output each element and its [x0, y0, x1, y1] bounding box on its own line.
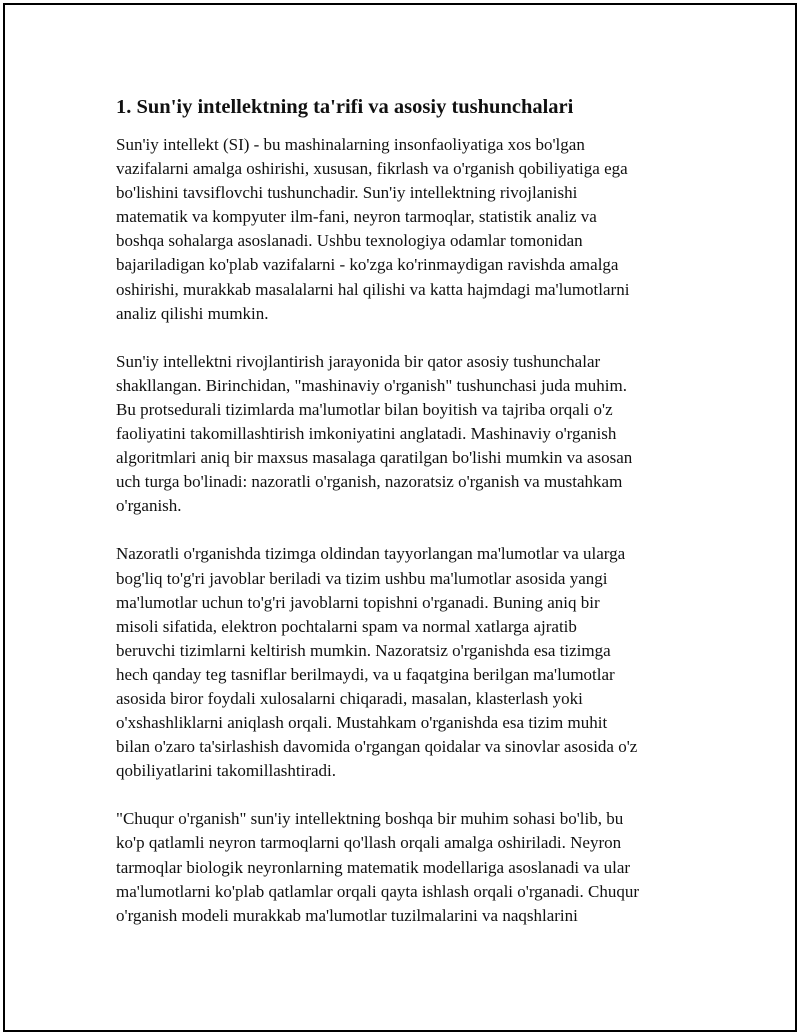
paragraph-line: ma'lumotlarni ko'plab qatlamlar orqali qayta ishlash orqali o'rganadi. Chuqur	[116, 881, 639, 901]
paragraph-line: analiz qilishi mumkin.	[116, 303, 269, 323]
paragraph-line: o'rganish.	[116, 496, 182, 516]
paragraph-line: ma'lumotlar uchun to'g'ri javoblarni topishni o'rganadi. Buning aniq bir	[116, 592, 600, 612]
paragraph-line: oshirishi, murakkab masalalarni hal qilishi va katta hajmdagi ma'lumotlarni	[116, 279, 630, 299]
paragraph-line: bog'liq to'g'ri javoblar beriladi va tizim ushbu ma'lumotlar asosida yangi	[116, 568, 608, 588]
paragraph-line: faoliyatini takomillashtirish imkoniyatini anglatadi. Mashinaviy o'rganish	[116, 424, 617, 444]
paragraph-line: ko'p qatlamli neyron tarmoqlarni qo'llash orqali amalga oshiriladi. Neyron	[116, 833, 622, 853]
paragraph-line: asosida biror foydali xulosalarni chiqaradi, masalan, klasterlash yoki	[116, 688, 583, 708]
paragraph-line: boshqa sohalarga asoslanadi. Ushbu texnologiya odamlar tomonidan	[116, 231, 583, 251]
section-heading: 1. Sun'iy intellektning ta'rifi va asosiy tushunchalari	[116, 96, 574, 118]
paragraph-line: vazifalarni amalga oshirishi, xususan, fikrlash va o'rganish qobiliyatiga ega	[116, 159, 628, 179]
paragraph-1	[116, 133, 696, 326]
paragraph-line: shakllangan. Birinchidan, "mashinaviy o'rganish" tushunchasi juda muhim.	[116, 375, 627, 395]
paragraph-line: "Chuqur o'rganish" sun'iy intellektning boshqa bir muhim sohasi bo'lib, bu	[116, 809, 624, 829]
paragraph-line: bo'lishini tavsiflovchi tushunchadir. Sun'iy intellektning rivojlanishi	[116, 183, 578, 203]
paragraph-line: misoli sifatida, elektron pochtalarni spam va normal xatlarga ajratib	[116, 616, 577, 636]
paragraph-line: Bu protsedurali tizimlarda ma'lumotlar bilan boyitish va tajriba orqali o'z	[116, 399, 613, 419]
paragraph-line: o'xshashliklarni aniqlash orqali. Mustahkam o'rganishda esa tizim muhit	[116, 713, 608, 733]
paragraph-line: bilan o'zaro ta'sirlashish davomida o'rgangan qoidalar va sinovlar asosida o'z	[116, 737, 638, 757]
paragraph-2	[116, 350, 696, 519]
paragraph-4	[116, 807, 696, 927]
paragraph-line: qobiliyatlarini takomillashtiradi.	[116, 761, 337, 781]
paragraph-line: bajariladigan ko'plab vazifalarni - ko'zga ko'rinmaydigan ravishda amalga	[116, 255, 619, 275]
document-body	[116, 94, 696, 952]
paragraph-line: Sun'iy intellekt (SI) - bu mashinalarning insonfaoliyatiga xos bo'lgan	[116, 135, 585, 154]
paragraph-line: tarmoqlar biologik neyronlarning matematik modellariga asoslanadi va ular	[116, 857, 631, 877]
paragraph-line: uch turga bo'linadi: nazoratli o'rganish, nazoratsiz o'rganish va mustahkam	[116, 472, 623, 492]
paragraph-line: o'rganish modeli murakkab ma'lumotlar tuzilmalarini va naqshlarini	[116, 905, 578, 925]
paragraph-3	[116, 542, 696, 783]
paragraph-line: hech qanday teg tasniflar berilmaydi, va u faqatgina berilgan ma'lumotlar	[116, 664, 615, 684]
paragraph-line: Sun'iy intellektni rivojlantirish jarayonida bir qator asosiy tushunchalar	[116, 351, 601, 371]
paragraph-line: matematik va kompyuter ilm-fani, neyron tarmoqlar, statistik analiz va	[116, 207, 597, 227]
paragraph-line: Nazoratli o'rganishda tizimga oldindan tayyorlangan ma'lumotlar va ularga	[116, 544, 626, 564]
paragraph-line: beruvchi tizimlarni keltirish mumkin. Nazoratsiz o'rganishda esa tizimga	[116, 640, 611, 660]
paragraph-line: algoritmlari aniq bir maxsus masalaga qaratilgan bo'lishi mumkin va asosan	[116, 448, 633, 468]
